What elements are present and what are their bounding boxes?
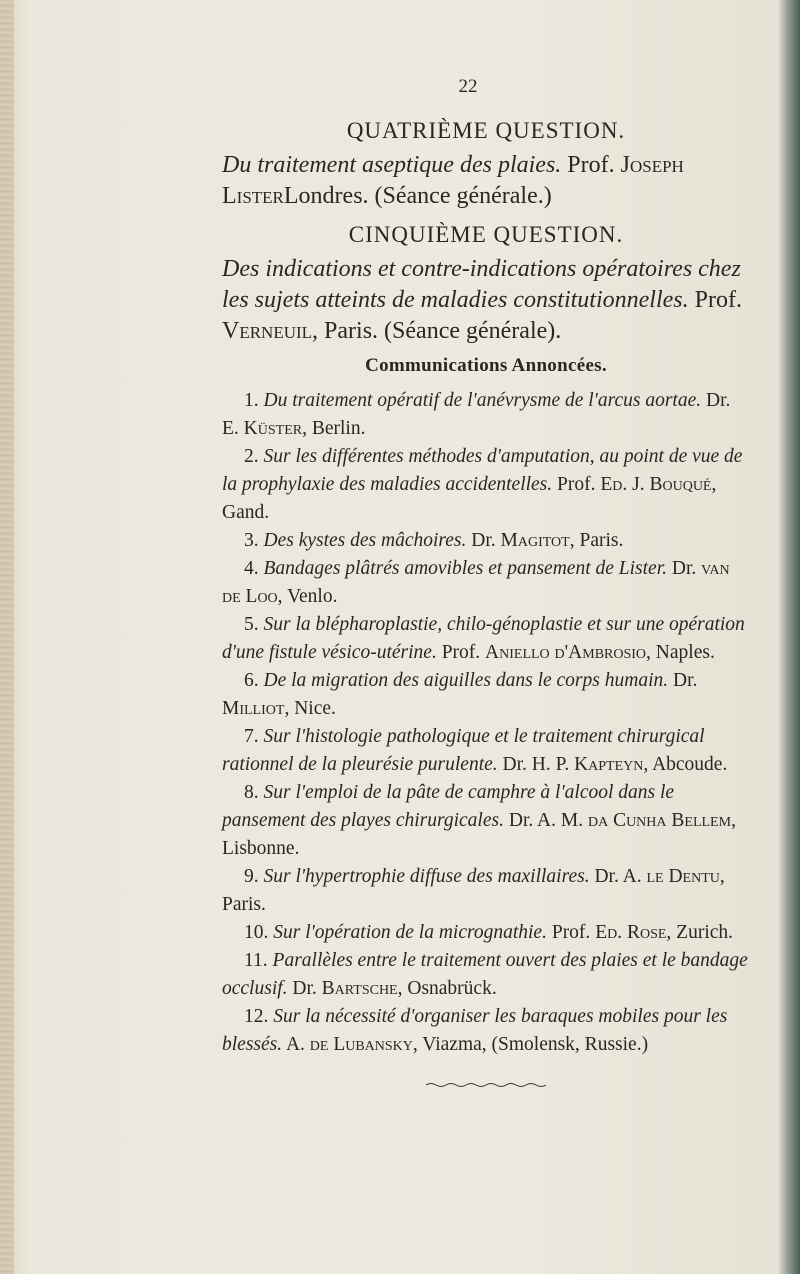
- item-author-prefix: Dr.: [672, 670, 698, 691]
- item-number: 9.: [244, 866, 259, 887]
- item-place: , Viazma, (Smolensk, Russie.): [412, 1034, 649, 1055]
- communications-heading: Communications Annoncées.: [365, 355, 607, 376]
- page-content: [222, 110, 750, 1081]
- list-item: [222, 863, 750, 919]
- item-author-prefix: Prof.: [557, 474, 596, 495]
- item-number: 12.: [244, 1006, 269, 1027]
- list-item: [222, 779, 750, 863]
- item-author-prefix: A.: [285, 1034, 305, 1055]
- item-author: Aniello d'Ambrosio: [485, 642, 647, 663]
- q4-heading: QUATRIÈME QUESTION.: [346, 118, 626, 143]
- list-item: [222, 667, 750, 723]
- item-number: 10.: [244, 922, 269, 943]
- item-author: Ed. J. Bouqué: [600, 474, 712, 495]
- item-place: , Berlin.: [302, 418, 366, 439]
- item-author: da Cunha Bellem: [587, 810, 732, 831]
- item-author-prefix: Dr. A. M.: [508, 810, 584, 831]
- item-author-prefix: Dr. E.: [222, 390, 731, 439]
- q4-topic: [222, 150, 750, 212]
- item-number: 2.: [244, 446, 259, 467]
- item-title: Du traitement opératif de l'anévrysme de l'arcus aortae.: [263, 390, 702, 411]
- item-place: , Nice.: [284, 698, 336, 719]
- item-title: Sur l'histologie pathologique et le traitement chirurgical rationnel de la pleurésie purulente.: [222, 726, 705, 775]
- list-item: [222, 387, 750, 443]
- item-title: Sur l'opération de la micrognathie.: [273, 922, 547, 943]
- list-item: [222, 947, 750, 1003]
- list-item: [222, 723, 750, 779]
- item-author: Ed. Rose: [595, 922, 667, 943]
- list-item: [222, 527, 750, 555]
- item-place: , Osnabrück.: [397, 978, 497, 999]
- item-title: De la migration des aiguilles dans le corps humain.: [263, 670, 669, 691]
- list-item: [222, 919, 750, 947]
- item-author: Küster: [243, 418, 303, 439]
- list-item: [222, 611, 750, 667]
- item-place: , Gand.: [222, 474, 717, 523]
- item-title: Sur l'emploi de la pâte de camphre à l'alcool dans le pansement des playes chirurgicales.: [222, 782, 675, 831]
- item-number: 11.: [244, 950, 268, 971]
- item-title: Des kystes des mâchoires.: [263, 530, 467, 551]
- item-place: , Abcoude.: [643, 754, 728, 775]
- item-author: Kapteyn: [574, 754, 644, 775]
- item-number: 1.: [244, 390, 259, 411]
- list-item: [222, 1003, 750, 1059]
- item-author: Magitot: [500, 530, 570, 551]
- item-place: , Lisbonne.: [222, 810, 736, 859]
- item-author-prefix: Dr.: [671, 558, 697, 579]
- page-right-edge: [778, 0, 800, 1274]
- q5-topic: [222, 254, 750, 347]
- q4-speaker: Joseph Lister: [222, 152, 684, 209]
- item-author-prefix: Dr. A.: [594, 866, 642, 887]
- item-author: le Dentu: [646, 866, 720, 887]
- item-author-prefix: Prof.: [441, 642, 481, 663]
- item-number: 7.: [244, 726, 259, 747]
- item-author: van de Loo: [222, 558, 730, 607]
- item-title: Bandages plâtrés amovibles et pansement de Lister.: [263, 558, 667, 579]
- q4-place: Londres. (Séance générale.): [283, 183, 552, 209]
- item-author: Milliot: [222, 698, 285, 719]
- item-place: , Paris.: [569, 530, 624, 551]
- item-place: , Venlo.: [277, 586, 338, 607]
- item-author-prefix: Dr.: [471, 530, 496, 551]
- page-binding-edge: [0, 0, 14, 1274]
- item-author-prefix: Dr. H. P.: [502, 754, 570, 775]
- item-title: Parallèles entre le traitement ouvert des plaies et le bandage occlusif.: [222, 950, 748, 999]
- item-author-prefix: Prof.: [551, 922, 591, 943]
- q5-heading: CINQUIÈME QUESTION.: [348, 222, 624, 247]
- q5-speaker: Verneuil: [222, 318, 313, 344]
- page-number: 22: [458, 76, 478, 97]
- item-number: 5.: [244, 614, 259, 635]
- item-number: 4.: [244, 558, 259, 579]
- communications-list: [222, 387, 750, 1059]
- item-author: Bartsche: [321, 978, 398, 999]
- item-author: de Lubansky: [309, 1034, 413, 1055]
- item-number: 3.: [244, 530, 259, 551]
- wavy-line-icon: [426, 1082, 546, 1088]
- q5-place: , Paris. (Séance générale).: [312, 318, 562, 344]
- list-item: [222, 555, 750, 611]
- item-title: Sur les différentes méthodes d'amputation, au point de vue de la prophylaxie des maladies accidentelles.: [222, 446, 743, 495]
- decorative-wavy-rule: [426, 1075, 546, 1081]
- item-place: , Paris.: [222, 866, 725, 915]
- list-item: [222, 443, 750, 527]
- item-title: Sur l'hypertrophie diffuse des maxillaires.: [263, 866, 590, 887]
- item-title: Sur la blépharoplastie, chilo-génoplastie et sur une opération d'une fistule vésico-utérine.: [222, 614, 745, 663]
- q4-prefix: Prof.: [567, 152, 615, 178]
- q4-title: Du traitement aseptique des plaies.: [222, 152, 562, 178]
- item-number: 6.: [244, 670, 259, 691]
- q5-title: Des indications et contre-indications opératoires chez les sujets atteints de maladies constitutionnelles.: [222, 256, 741, 313]
- item-number: 8.: [244, 782, 259, 803]
- item-place: , Naples.: [646, 642, 715, 663]
- q5-prefix: Prof.: [694, 287, 742, 313]
- item-place: , Zurich.: [666, 922, 734, 943]
- item-title: Sur la nécessité d'organiser les baraques mobiles pour les blessés.: [222, 1006, 728, 1055]
- item-author-prefix: Dr.: [292, 978, 317, 999]
